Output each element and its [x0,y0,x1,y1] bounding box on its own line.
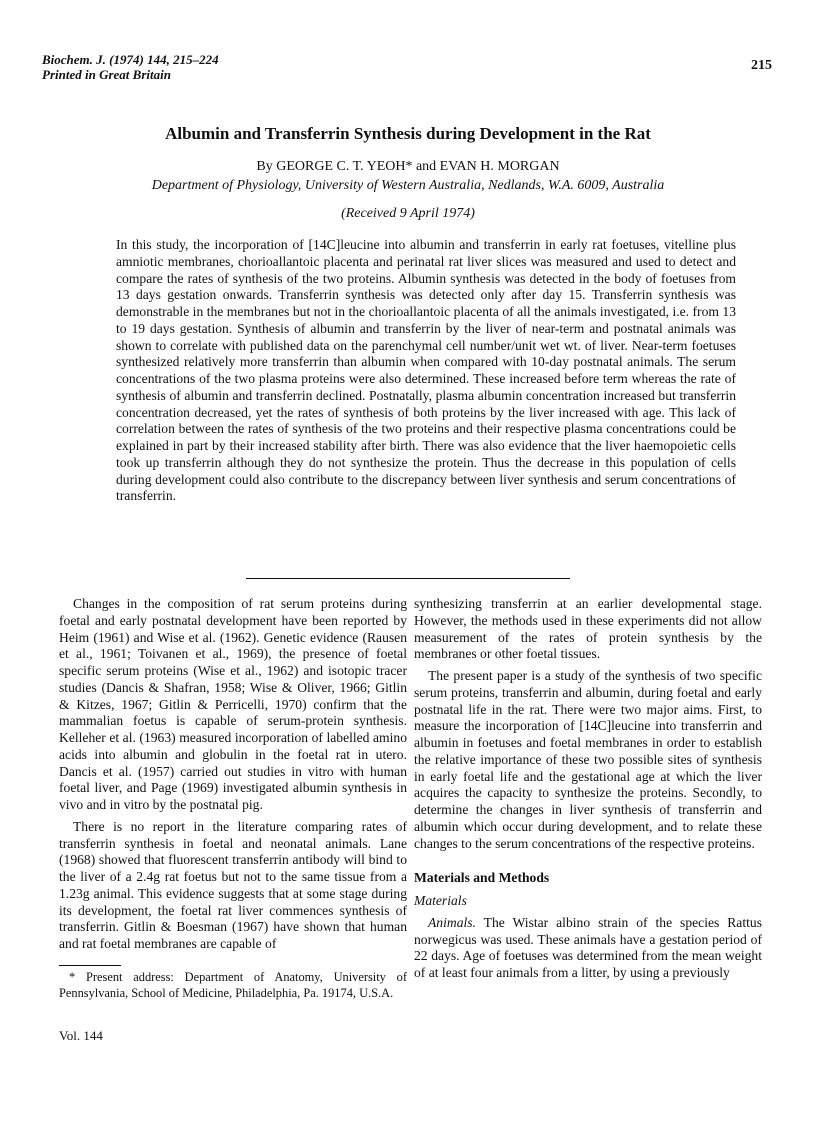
animals-paragraph [414,915,762,982]
abstract-divider [246,578,570,579]
animals-label: Animals. [428,914,476,930]
abstract: In this study, the incorporation of [14C]leucine into albumin and transferrin in early rat foetuses, vitelline plus amniotic membranes, chorioallantoic placenta and perinatal rat liver slices was measured and used to detect and compare the rates of synthesis of the two proteins. Albumin synthesis was detected in the body of foetuses from 13 days gestation onwards. Transferrin synthesis was detected only after day 15. Transferrin synthesis was demonstrable in the membranes but not in the chorioallantoic placenta of all the animals investigated, i.e. from 13 to 19 days gestation. Synthesis of albumin and transferrin by the liver of near-term and postnatal animals was shown to correlate with published data on the parenchymal cell number/unit wet wt. of liver. Near-term foetuses synthesized relatively more transferrin than albumin when compared with 10-day postnatal animals. The serum concentrations of the two plasma proteins were also determined. These increased before term whereas the rate of synthesis of albumin and transferrin declined. Postnatally, plasma albumin concentration increased but transferrin concentration decreased, yet the rates of synthesis of both proteins by the liver increased with age. This lack of correlation between the rates of synthesis of the two proteins and their respective plasma concentrations could be explained in part by their increased stability after birth. There was also evidence that the liver haemopoietic cells took up transferrin although they do not synthesize the protein. Thus the decrease in this population of cells during development could also contribute to the discrepancy between liver synthesis and serum concentrations of transferrin. [116,237,736,504]
subsection-heading: Materials [414,893,467,908]
running-header [42,52,219,82]
affiliation: Department of Physiology, University of Western Australia, Nedlands, W.A. 6009, Australia [151,178,665,193]
journal-citation: Biochem. J. (1974) 144, 215–224 [42,52,219,67]
animals-text: The Wistar albino strain of the species Rattus norwegicus was used. These animals have a gestation period of 22 days. Age of foetuses was determined from the mean weight of at least four animals from a litter, by using a previously [414,914,762,980]
left-column [59,596,407,953]
section-heading: Materials and Methods [414,870,550,886]
intro-paragraph-1: Changes in the composition of rat serum proteins during foetal and early postnatal development have been reported by Heim (1961) and Wise et al. (1962). Genetic evidence (Rausen et al., 1961; Toivanen et al., 1969), the presence of foetal specific serum proteins (Wise et al., 1962) and isotopic tracer studies (Dancis & Shafran, 1958; Wise & Oliver, 1966; Gitlin & Kitzes, 1967; Gitlin & Perricelli, 1970) confirm that the mammalian foetus is capable of serum-protein synthesis. Kelleher et al. (1963) measured incorporation of labelled amino acids into albumin and globulin in the foetal rat in utero. Dancis et al. (1957) carried out studies in vitro with human foetal liver, and Page (1969) investigated albumin synthesis in vivo and in vitro by the postnatal pig. [59,596,407,812]
intro-paragraph-3: synthesizing transferrin at an earlier developmental stage. However, the methods used in these experiments did not allow measurement of the rates of protein synthesis by the membranes or other foetal tissues. [414,596,762,662]
volume-footer: Vol. 144 [59,1028,103,1043]
authors: By GEORGE C. T. YEOH* and EVAN H. MORGAN [256,159,560,174]
paper-title: Albumin and Transferrin Synthesis during Development in the Rat [165,124,651,143]
printed-in: Printed in Great Britain [42,67,171,82]
intro-paragraph-4: The present paper is a study of the synthesis of two specific serum proteins, transferrin and albumin, during foetal and early postnatal life in the rat. There were two major aims. First, to measure the incorporation of [14C]leucine into transferrin and albumin in foetuses and foetal membranes in order to establish the relative importance of these two possible sites of synthesis in early foetal life and the gestational age at which the liver acquires the capacity to synthesize the proteins. Secondly, to determine the changes in liver synthesis of transferrin and albumin which occur during development, and to relate these changes to the serum concentrations of the respective proteins. [414,668,762,851]
page-number: 215 [751,58,772,73]
footnote: * Present address: Department of Anatomy, University of Pennsylvania, School of Medicine, Philadelphia, Pa. 19174, U.S.A. [59,970,407,1000]
right-column [414,596,762,982]
footnote-divider [59,965,121,966]
received-date: (Received 9 April 1974) [341,206,475,221]
intro-paragraph-2: There is no report in the literature comparing rates of transferrin synthesis in foetal and neonatal animals. Lane (1968) showed that fluorescent transferrin antibody will bind to the liver of a 2.4g rat foetus but not to the same tissue from a 1.23g animal. This evidence suggests that at some stage during its development, the foetal rat liver commences synthesis of transferrin. Gitlin & Boesman (1967) have shown that human and rat foetal membranes are capable of [59,818,407,951]
